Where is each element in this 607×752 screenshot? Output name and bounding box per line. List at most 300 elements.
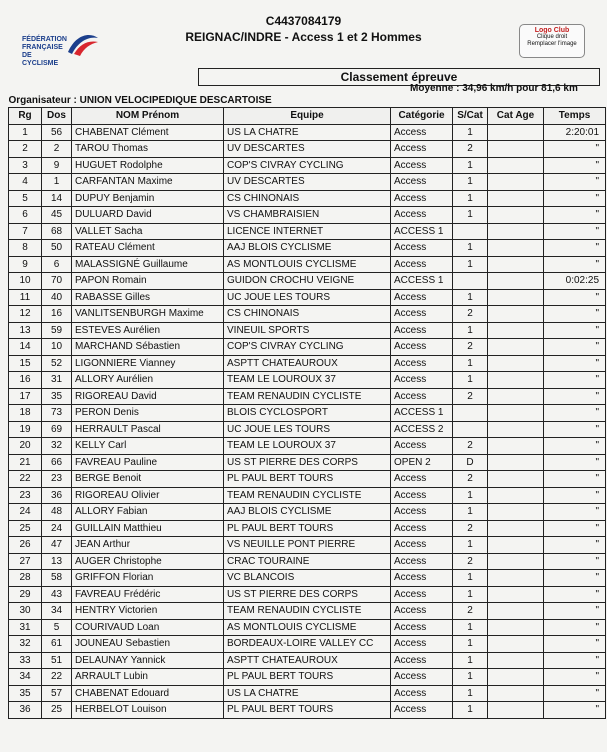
age-category-cell (488, 289, 544, 306)
rider-name-cell: JOUNEAU Sebastien (72, 636, 224, 653)
rider-name-cell: CARFANTAN Maxime (72, 174, 224, 191)
team-cell: UV DESCARTES (224, 174, 391, 191)
category-cell: Access (391, 553, 453, 570)
age-category-cell (488, 636, 544, 653)
subcategory-cell: 1 (453, 174, 488, 191)
rider-name-cell: HERRAULT Pascal (72, 421, 224, 438)
team-cell: US ST PIERRE DES CORPS (224, 586, 391, 603)
rank-cell: 16 (9, 372, 42, 389)
rider-name-cell: VALLET Sacha (72, 223, 224, 240)
time-cell: " (544, 372, 606, 389)
time-cell: " (544, 322, 606, 339)
age-category-cell (488, 619, 544, 636)
rider-name-cell: COURIVAUD Loan (72, 619, 224, 636)
rank-cell: 22 (9, 471, 42, 488)
column-header: NOM Prénom (72, 108, 224, 125)
team-cell: VS NEUILLE PONT PIERRE (224, 537, 391, 554)
rank-cell: 25 (9, 520, 42, 537)
table-row (9, 223, 606, 240)
bib-cell: 52 (42, 355, 72, 372)
rider-name-cell: MALASSIGNÉ Guillaume (72, 256, 224, 273)
subcategory-cell: 1 (453, 190, 488, 207)
subcategory-cell: 1 (453, 487, 488, 504)
rank-cell: 24 (9, 504, 42, 521)
bib-cell: 23 (42, 471, 72, 488)
team-cell: TEAM RENAUDIN CYCLISTE (224, 603, 391, 620)
rider-name-cell: RIGOREAU David (72, 388, 224, 405)
organizer-label: Organisateur : UNION VELOCIPEDIQUE DESCARTOISE (9, 95, 391, 108)
rider-name-cell: DULUARD David (72, 207, 224, 224)
time-cell: " (544, 289, 606, 306)
rider-name-cell: HENTRY Victorien (72, 603, 224, 620)
table-row (9, 669, 606, 686)
rank-cell: 1 (9, 124, 42, 141)
subcategory-cell: 1 (453, 570, 488, 587)
team-cell: CS CHINONAIS (224, 190, 391, 207)
bib-cell: 56 (42, 124, 72, 141)
club-logo-hint-1: Clique droit (536, 34, 568, 40)
rider-name-cell: TAROU Thomas (72, 141, 224, 158)
category-cell: ACCESS 1 (391, 223, 453, 240)
rank-cell: 31 (9, 619, 42, 636)
rank-cell: 19 (9, 421, 42, 438)
category-cell: ACCESS 2 (391, 421, 453, 438)
age-category-cell (488, 124, 544, 141)
category-cell: Access (391, 685, 453, 702)
category-cell: Access (391, 537, 453, 554)
age-category-cell (488, 421, 544, 438)
column-header: S/Cat (453, 108, 488, 125)
age-category-cell (488, 174, 544, 191)
subcategory-cell (453, 421, 488, 438)
subcategory-cell: 2 (453, 438, 488, 455)
subcategory-cell: 1 (453, 240, 488, 257)
age-category-cell (488, 240, 544, 257)
rank-cell: 20 (9, 438, 42, 455)
team-cell: UC JOUE LES TOURS (224, 421, 391, 438)
category-cell: Access (391, 669, 453, 686)
category-cell: Access (391, 586, 453, 603)
rider-name-cell: MARCHAND Sébastien (72, 339, 224, 356)
rank-cell: 26 (9, 537, 42, 554)
team-cell: TEAM RENAUDIN CYCLISTE (224, 487, 391, 504)
subcategory-cell: 1 (453, 669, 488, 686)
subcategory-cell (453, 273, 488, 290)
category-cell: Access (391, 157, 453, 174)
category-cell: OPEN 2 (391, 454, 453, 471)
age-category-cell (488, 372, 544, 389)
rider-name-cell: ALLORY Fabian (72, 504, 224, 521)
rank-cell: 36 (9, 702, 42, 719)
category-cell: Access (391, 141, 453, 158)
age-category-cell (488, 454, 544, 471)
age-category-cell (488, 702, 544, 719)
category-cell: Access (391, 636, 453, 653)
rider-name-cell: RIGOREAU Olivier (72, 487, 224, 504)
time-cell: " (544, 405, 606, 422)
table-row (9, 141, 606, 158)
table-row (9, 504, 606, 521)
category-cell: Access (391, 339, 453, 356)
table-row (9, 273, 606, 290)
team-cell: BLOIS CYCLOSPORT (224, 405, 391, 422)
age-category-cell (488, 603, 544, 620)
team-cell: LICENCE INTERNET (224, 223, 391, 240)
bib-cell: 70 (42, 273, 72, 290)
age-category-cell (488, 586, 544, 603)
rider-name-cell: BERGE Benoit (72, 471, 224, 488)
team-cell: TEAM LE LOUROUX 37 (224, 438, 391, 455)
rank-cell: 28 (9, 570, 42, 587)
team-cell: PL PAUL BERT TOURS (224, 471, 391, 488)
category-cell: Access (391, 603, 453, 620)
category-cell: Access (391, 207, 453, 224)
table-row (9, 603, 606, 620)
category-cell: Access (391, 520, 453, 537)
team-cell: US ST PIERRE DES CORPS (224, 454, 391, 471)
bib-cell: 48 (42, 504, 72, 521)
subcategory-cell (453, 223, 488, 240)
category-cell: ACCESS 1 (391, 405, 453, 422)
bib-cell: 6 (42, 256, 72, 273)
rider-name-cell: FAVREAU Pauline (72, 454, 224, 471)
bib-cell: 61 (42, 636, 72, 653)
table-row (9, 652, 606, 669)
rider-name-cell: DELAUNAY Yannick (72, 652, 224, 669)
category-cell: Access (391, 702, 453, 719)
rank-cell: 10 (9, 273, 42, 290)
subcategory-cell: 1 (453, 685, 488, 702)
time-cell: " (544, 157, 606, 174)
rider-name-cell: DUPUY Benjamin (72, 190, 224, 207)
bib-cell: 5 (42, 619, 72, 636)
age-category-cell (488, 652, 544, 669)
age-category-cell (488, 256, 544, 273)
rank-cell: 6 (9, 207, 42, 224)
column-header: Equipe (224, 108, 391, 125)
bib-cell: 1 (42, 174, 72, 191)
time-cell: " (544, 207, 606, 224)
bib-cell: 36 (42, 487, 72, 504)
rank-cell: 15 (9, 355, 42, 372)
table-row (9, 487, 606, 504)
subcategory-cell: 1 (453, 124, 488, 141)
team-cell: ASPTT CHATEAUROUX (224, 652, 391, 669)
table-row (9, 339, 606, 356)
age-category-cell (488, 207, 544, 224)
team-cell: PL PAUL BERT TOURS (224, 520, 391, 537)
rank-cell: 14 (9, 339, 42, 356)
age-category-cell (488, 273, 544, 290)
bib-cell: 73 (42, 405, 72, 422)
table-row (9, 421, 606, 438)
rank-cell: 5 (9, 190, 42, 207)
category-cell: Access (391, 306, 453, 323)
time-cell: " (544, 520, 606, 537)
category-cell: Access (391, 487, 453, 504)
rider-name-cell: RATEAU Clément (72, 240, 224, 257)
rank-cell: 21 (9, 454, 42, 471)
category-cell: Access (391, 240, 453, 257)
bib-cell: 51 (42, 652, 72, 669)
team-cell: UV DESCARTES (224, 141, 391, 158)
category-cell: Access (391, 471, 453, 488)
rider-name-cell: VANLITSENBURGH Maxime (72, 306, 224, 323)
table-row (9, 685, 606, 702)
table-row (9, 174, 606, 191)
team-cell: GUIDON CROCHU VEIGNE (224, 273, 391, 290)
time-cell: " (544, 223, 606, 240)
table-row (9, 388, 606, 405)
bib-cell: 22 (42, 669, 72, 686)
age-category-cell (488, 487, 544, 504)
subcategory-cell: 2 (453, 520, 488, 537)
age-category-cell (488, 322, 544, 339)
rank-cell: 33 (9, 652, 42, 669)
rider-name-cell: ESTEVES Aurélien (72, 322, 224, 339)
category-cell: Access (391, 322, 453, 339)
subcategory-cell: 1 (453, 355, 488, 372)
time-cell: " (544, 537, 606, 554)
team-cell: CRAC TOURAINE (224, 553, 391, 570)
rank-cell: 30 (9, 603, 42, 620)
club-logo-placeholder[interactable] (519, 24, 585, 58)
team-cell: AAJ BLOIS CYCLISME (224, 240, 391, 257)
table-row (9, 520, 606, 537)
team-cell: AS MONTLOUIS CYCLISME (224, 256, 391, 273)
rank-cell: 11 (9, 289, 42, 306)
rider-name-cell: KELLY Carl (72, 438, 224, 455)
time-cell: 2:20:01 (544, 124, 606, 141)
time-cell: " (544, 306, 606, 323)
table-row (9, 570, 606, 587)
age-category-cell (488, 306, 544, 323)
team-cell: VC BLANCOIS (224, 570, 391, 587)
subcategory-cell: 2 (453, 306, 488, 323)
rank-cell: 34 (9, 669, 42, 686)
category-cell: Access (391, 388, 453, 405)
category-cell: Access (391, 256, 453, 273)
column-header: Rg (9, 108, 42, 125)
team-cell: BORDEAUX-LOIRE VALLEY CC (224, 636, 391, 653)
time-cell: " (544, 141, 606, 158)
rider-name-cell: JEAN Arthur (72, 537, 224, 554)
subcategory-cell: 1 (453, 157, 488, 174)
time-cell: " (544, 388, 606, 405)
subcategory-cell: 2 (453, 388, 488, 405)
time-cell: " (544, 240, 606, 257)
subcategory-cell (453, 405, 488, 422)
table-row (9, 586, 606, 603)
rider-name-cell: GRIFFON Florian (72, 570, 224, 587)
category-cell: Access (391, 355, 453, 372)
team-cell: ASPTT CHATEAUROUX (224, 355, 391, 372)
subcategory-cell: 1 (453, 652, 488, 669)
team-cell: US LA CHATRE (224, 685, 391, 702)
time-cell: " (544, 471, 606, 488)
time-cell: " (544, 702, 606, 719)
subcategory-cell: 1 (453, 207, 488, 224)
time-cell: " (544, 454, 606, 471)
table-row (9, 553, 606, 570)
time-cell: " (544, 669, 606, 686)
table-row (9, 306, 606, 323)
team-cell: COP'S CIVRAY CYCLING (224, 157, 391, 174)
bib-cell: 32 (42, 438, 72, 455)
rider-name-cell: GUILLAIN Matthieu (72, 520, 224, 537)
rank-cell: 17 (9, 388, 42, 405)
rank-cell: 32 (9, 636, 42, 653)
rider-name-cell: PAPON Romain (72, 273, 224, 290)
subcategory-cell: 1 (453, 504, 488, 521)
age-category-cell (488, 553, 544, 570)
rank-cell: 8 (9, 240, 42, 257)
age-category-cell (488, 190, 544, 207)
club-logo-title: Logo Club (534, 27, 570, 34)
time-cell: " (544, 636, 606, 653)
subcategory-cell: 2 (453, 471, 488, 488)
bib-cell: 35 (42, 388, 72, 405)
time-cell: " (544, 652, 606, 669)
category-cell: Access (391, 174, 453, 191)
column-header: Temps (544, 108, 606, 125)
time-cell: " (544, 619, 606, 636)
team-cell: TEAM LE LOUROUX 37 (224, 372, 391, 389)
subcategory-cell: 1 (453, 636, 488, 653)
race-title: REIGNAC/INDRE - Access 1 et 2 Hommes (185, 30, 422, 44)
bib-cell: 31 (42, 372, 72, 389)
subcategory-cell: 1 (453, 537, 488, 554)
rank-cell: 7 (9, 223, 42, 240)
age-category-cell (488, 537, 544, 554)
table-row (9, 157, 606, 174)
team-cell: AS MONTLOUIS CYCLISME (224, 619, 391, 636)
rank-cell: 3 (9, 157, 42, 174)
bib-cell: 16 (42, 306, 72, 323)
team-cell: PL PAUL BERT TOURS (224, 669, 391, 686)
club-logo-hint-2: Remplacer l'image (527, 41, 577, 47)
column-header: Catégorie (391, 108, 453, 125)
rank-cell: 2 (9, 141, 42, 158)
subcategory-cell: D (453, 454, 488, 471)
category-cell: Access (391, 652, 453, 669)
bib-cell: 2 (42, 141, 72, 158)
category-cell: Access (391, 438, 453, 455)
team-cell: AAJ BLOIS CYCLISME (224, 504, 391, 521)
results-table (8, 95, 606, 719)
time-cell: 0:02:25 (544, 273, 606, 290)
time-cell: " (544, 504, 606, 521)
table-row (9, 702, 606, 719)
rank-cell: 29 (9, 586, 42, 603)
rider-name-cell: RABASSE Gilles (72, 289, 224, 306)
bib-cell: 24 (42, 520, 72, 537)
time-cell: " (544, 339, 606, 356)
age-category-cell (488, 570, 544, 587)
time-cell: " (544, 355, 606, 372)
rank-cell: 27 (9, 553, 42, 570)
table-row (9, 289, 606, 306)
bib-cell: 57 (42, 685, 72, 702)
bib-cell: 66 (42, 454, 72, 471)
team-cell: COP'S CIVRAY CYCLING (224, 339, 391, 356)
table-row (9, 240, 606, 257)
bib-cell: 10 (42, 339, 72, 356)
rank-cell: 9 (9, 256, 42, 273)
table-row (9, 207, 606, 224)
rider-name-cell: FAVREAU Frédéric (72, 586, 224, 603)
bib-cell: 13 (42, 553, 72, 570)
team-cell: VINEUIL SPORTS (224, 322, 391, 339)
table-row (9, 124, 606, 141)
rank-cell: 12 (9, 306, 42, 323)
team-cell: UC JOUE LES TOURS (224, 289, 391, 306)
table-row (9, 438, 606, 455)
bib-cell: 58 (42, 570, 72, 587)
bib-cell: 9 (42, 157, 72, 174)
team-cell: US LA CHATRE (224, 124, 391, 141)
rider-name-cell: HERBELOT Louison (72, 702, 224, 719)
results-body (9, 124, 606, 718)
table-row (9, 322, 606, 339)
team-cell: VS CHAMBRAISIEN (224, 207, 391, 224)
age-category-cell (488, 141, 544, 158)
subcategory-cell: 1 (453, 256, 488, 273)
bib-cell: 45 (42, 207, 72, 224)
subcategory-cell: 2 (453, 553, 488, 570)
table-row (9, 405, 606, 422)
rider-name-cell: CHABENAT Edouard (72, 685, 224, 702)
team-cell: PL PAUL BERT TOURS (224, 702, 391, 719)
federation-logo-text: FÉDÉRATION FRANÇAISE DE CYCLISME (22, 36, 67, 67)
rank-cell: 13 (9, 322, 42, 339)
age-category-cell (488, 223, 544, 240)
category-cell: Access (391, 504, 453, 521)
race-code: C4437084179 (265, 14, 342, 28)
team-cell: CS CHINONAIS (224, 306, 391, 323)
bib-cell: 25 (42, 702, 72, 719)
category-cell: Access (391, 124, 453, 141)
bib-cell: 34 (42, 603, 72, 620)
rider-name-cell: ARRAULT Lubin (72, 669, 224, 686)
age-category-cell (488, 157, 544, 174)
rank-cell: 18 (9, 405, 42, 422)
subcategory-cell: 1 (453, 289, 488, 306)
age-category-cell (488, 669, 544, 686)
time-cell: " (544, 421, 606, 438)
time-cell: " (544, 570, 606, 587)
bib-cell: 14 (42, 190, 72, 207)
rank-cell: 35 (9, 685, 42, 702)
age-category-cell (488, 339, 544, 356)
table-row (9, 355, 606, 372)
rider-name-cell: PERON Denis (72, 405, 224, 422)
age-category-cell (488, 471, 544, 488)
team-cell: TEAM RENAUDIN CYCLISTE (224, 388, 391, 405)
age-category-cell (488, 520, 544, 537)
time-cell: " (544, 487, 606, 504)
subcategory-cell: 1 (453, 586, 488, 603)
subcategory-cell: 2 (453, 603, 488, 620)
rank-cell: 4 (9, 174, 42, 191)
section-title: Classement épreuve (198, 68, 600, 86)
time-cell: " (544, 685, 606, 702)
bib-cell: 69 (42, 421, 72, 438)
age-category-cell (488, 388, 544, 405)
category-cell: Access (391, 190, 453, 207)
category-cell: Access (391, 289, 453, 306)
time-cell: " (544, 438, 606, 455)
